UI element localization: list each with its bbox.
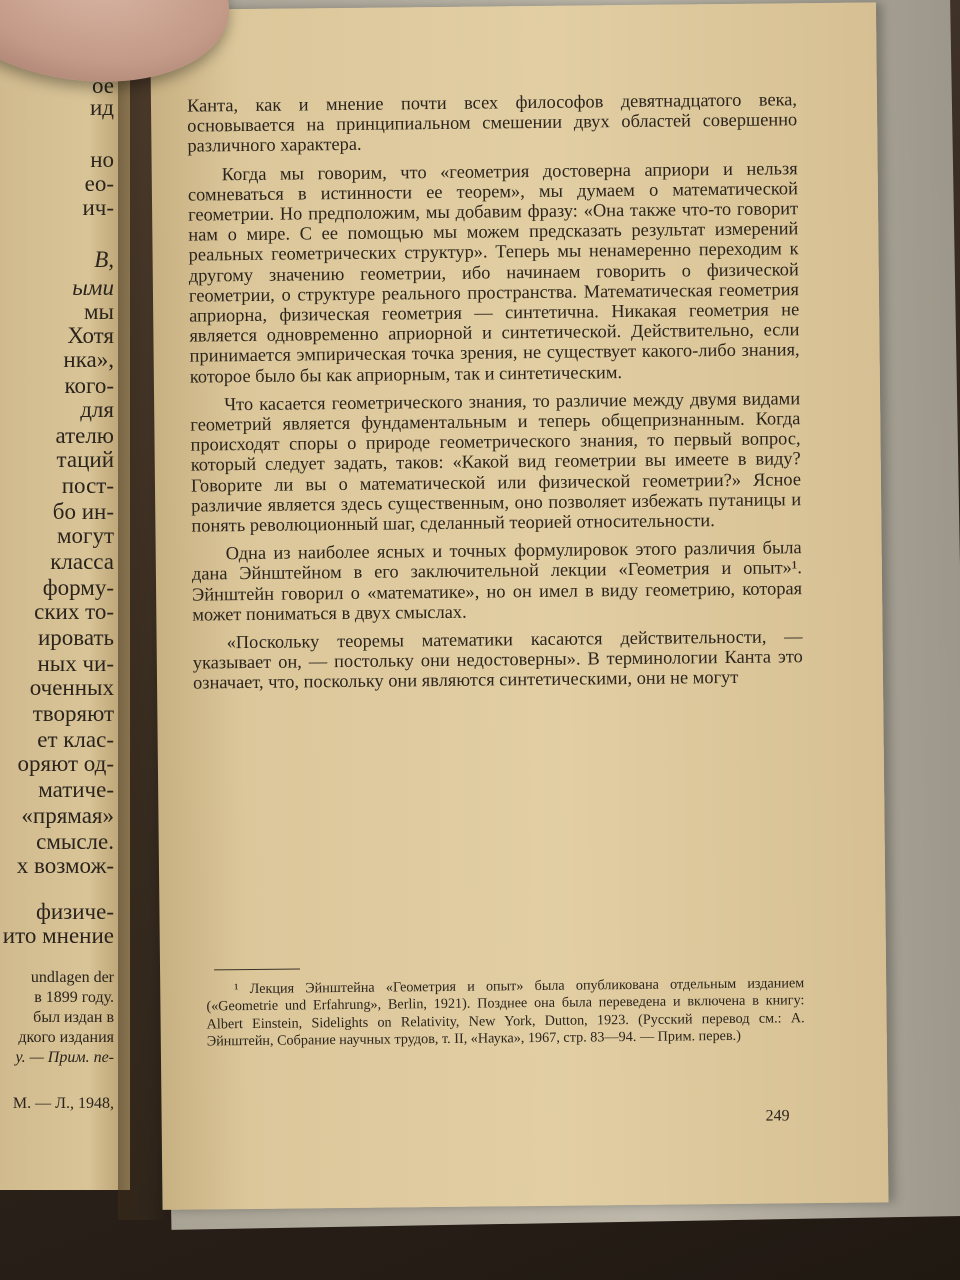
left-page-fragment: для [80,397,114,422]
left-page [0,30,130,1190]
paragraph: Когда мы говорим, что «геометрия достоверна априори и нельзя сомневаться в истинности ее теорем», мы думаем о математической геометрии. Но предположим, мы добавим фразу: «Она также что-то говорит нам о мире. С ее помощью мы можем предсказать результат измерений реальных геометрических структур». Теперь мы ненамеренно переходим к другому значению геометрии, ибо начинаем говорить о физической геометрии, о структуре реального пространства. Математическая геометрия априорна, физическая геометрия — синтетична. Никакая геометрия не является одновременно априорной и синтетической. Действительно, если принимается эмпирическая точка зрения, не существует какого-либо знания, которое было бы как априорным, так и синтетическим. [187,157,800,387]
left-page-fragment: нка», [63,347,114,372]
footnote-text: ¹ Лекция Эйнштейна «Геометрия и опыт» была опубликована отдельным изданием («Geometrie und Erfahrung», Berlin, 1921). Позднее она была переведена и включена в книгу: Albert Einstein, Sidelights on Relativity, New York, Dutton, 1923. (Русский перевод см.: А. Эйнштейн, Собрание научных трудов, т. II, «Наука», 1967, стр. 83—94. — Прим. перев.) [206,975,805,1050]
left-page-fragment: ео- [84,171,114,196]
left-page-fragment: ыми [72,275,114,300]
left-page-fragment: ских то- [34,599,114,624]
body-text [187,89,803,701]
paragraph: Одна из наиболее ясных и точных формулировок этого различия была дана Эйнштейном в его заключительной лекции «Геометрия и опыт»¹. Эйнштейн говорил о «математике», но он имел в виду геометрию, которая может пониматься в двух смыслах. [191,537,803,625]
paragraph: Что касается геометрического знания, то различие между двумя видами геометрий является фундаментальным и теперь общепризнанным. Когда происходят споры о природе геометрического знания, то первый вопрос, который следует задать, таков: «Какой вид геометрии вы имеете в виду? Говорите ли вы о математической или физической геометрии?» Ясное различие является здесь существенным, оно позволяет избежать путаницы и понять революционный шаг, сделанный теорией относительности. [190,388,802,536]
paragraph: Канта, как и мнение почти всех философов девятнадцатого века, основывается на принципиальном смешении двух областей совершенно различного характера. [186,89,798,157]
left-page-note: у. — Прим. пе- [15,1049,114,1066]
left-page-fragment: но [90,147,114,172]
left-page-fragment: смысле. [36,829,114,854]
left-page-fragment: ито мнение [2,923,114,948]
left-page-fragment: ич- [82,195,114,220]
left-page-fragment: В, [94,247,114,272]
left-page-fragment: таций [56,447,114,472]
left-page-note: был издан в [33,1009,114,1026]
left-page-note: в 1899 году. [34,989,114,1006]
left-page-fragment: форму- [42,575,114,600]
left-page-fragment: мы [83,299,114,324]
left-page-fragment: могут [56,523,114,548]
footnote [206,975,805,1051]
left-page-fragment: класса [50,549,114,574]
left-page-fragment: кого- [64,373,114,398]
left-page-fragment: х возмож- [16,853,114,878]
left-page-fragment: бо ин- [52,499,114,524]
left-page-fragment: оченных [29,675,114,700]
left-page-fragment: «прямая» [21,803,114,828]
left-page-fragment: физиче- [35,899,114,924]
left-page-fragment: матиче- [38,777,114,802]
left-page-fragment: ных чи- [37,651,114,676]
page-number: 249 [765,1107,790,1125]
left-page-fragment: Хотя [67,323,114,348]
left-page-note: М. — Л., 1948, [12,1095,114,1112]
right-page [150,2,889,1210]
footnote-divider [214,968,300,970]
paragraph: «Поскольку теоремы математики касаются действительности, — указывает он, — постольку они недостоверны». В терминологии Канта это означает, что, поскольку они являются синтетическими, они не могут [192,626,803,694]
left-page-fragment: творяют [32,701,114,726]
left-page-fragment: ателю [55,423,114,448]
left-page-note: дкого издания [18,1029,114,1046]
left-page-note: undlagen der [30,969,114,986]
left-page-fragment: пост- [61,473,114,498]
left-page-fragment: ид [89,95,114,120]
left-page-fragment: ировать [37,625,114,650]
left-page-fragment: ое [92,73,114,98]
left-page-fragment: ет клас- [37,727,114,752]
left-page-fragment: оряют од- [17,751,114,776]
